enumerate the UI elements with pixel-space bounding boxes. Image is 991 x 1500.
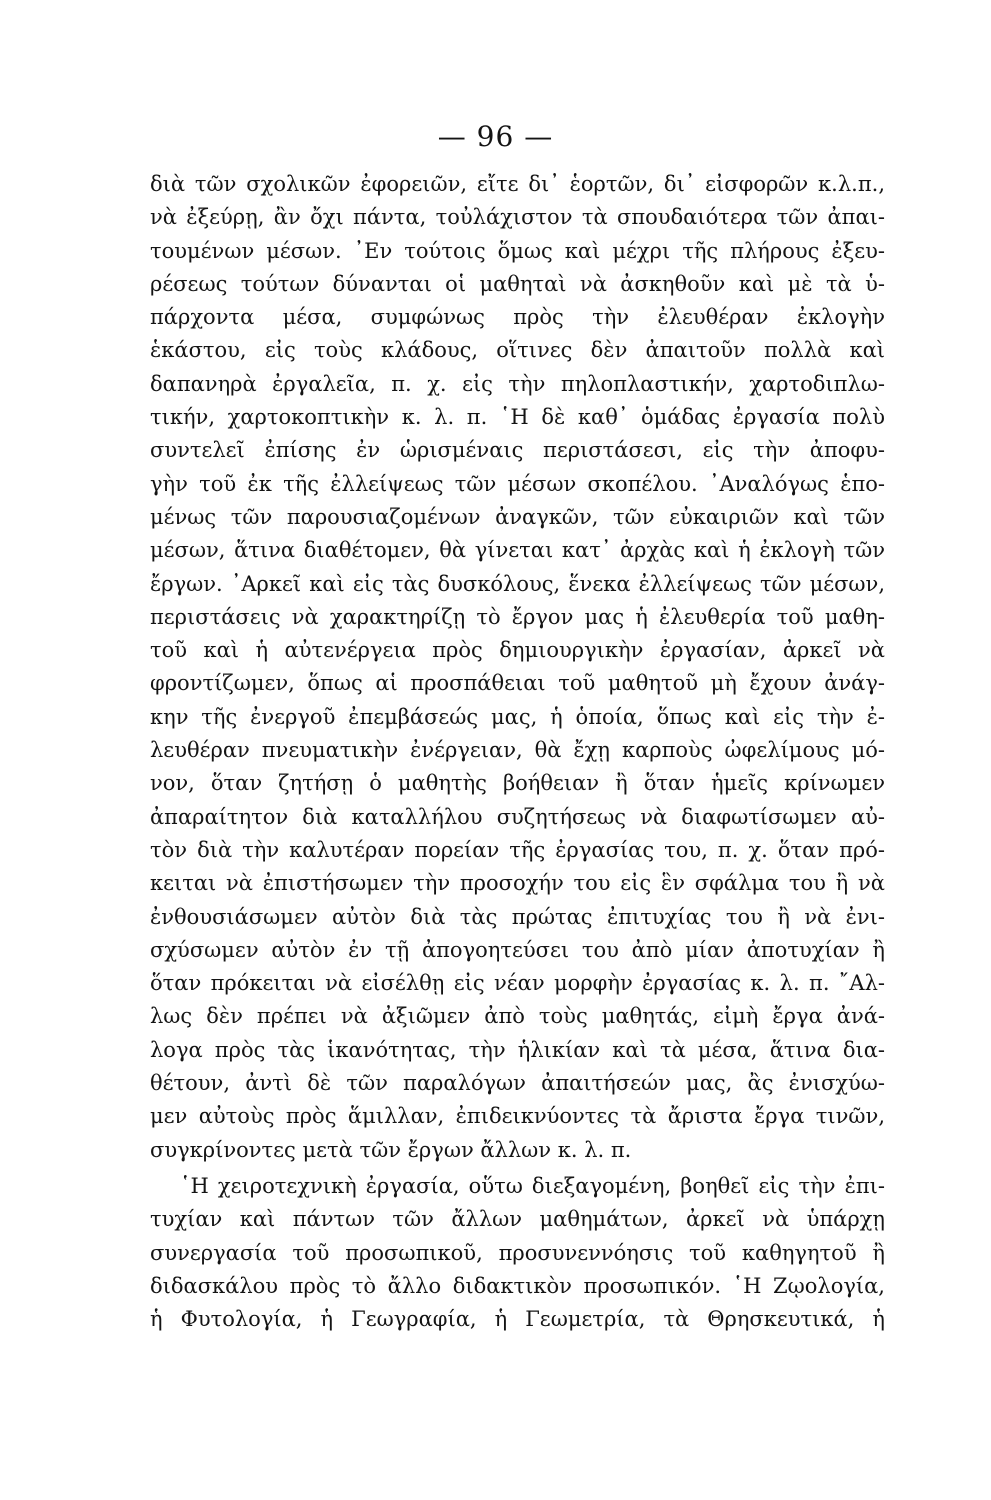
body-text (150, 168, 885, 1336)
text-line: δαπανηρὰ ἐργαλεῖα, π. χ. εἰς τὴν πηλοπλαστικήν, χαρτοδιπλω- (150, 371, 885, 396)
text-line: ἐνθουσιάσωμεν αὐτὸν διὰ τὰς πρώτας ἐπιτυχίας του ἢ νὰ ἐνι- (150, 904, 885, 929)
text-line: τυχίαν καὶ πάντων τῶν ἄλλων μαθημάτων, ἀρκεῖ νὰ ὑπάρχῃ (150, 1207, 885, 1232)
text-line: νον, ὅταν ζητήσῃ ὁ μαθητὴς βοήθειαν ἢ ὅταν ἡμεῖς κρίνωμεν (150, 771, 885, 796)
paragraph (150, 168, 885, 1167)
text-line: νὰ ἐξεύρῃ, ἂν ὄχι πάντα, τοὐλάχιστον τὰ σπουδαιότερα τῶν ἀπαι- (150, 205, 885, 230)
text-line: συγκρίνοντες μετὰ τῶν ἔργων ἄλλων κ. λ. π. (150, 1137, 632, 1162)
paragraph (150, 1170, 885, 1336)
text-line: κειται νὰ ἐπιστήσωμεν τὴν προσοχήν του εἰς ἓν σφάλμα του ἢ νὰ (150, 871, 885, 896)
text-line: ἑκάστου, εἰς τοὺς κλάδους, οἵτινες δὲν ἀπαιτοῦν πολλὰ καὶ (150, 338, 885, 363)
text-line: τικήν, χαρτοκοπτικὴν κ. λ. π. ῾Η δὲ καθ᾿ ὁμάδας ἐργασία πολὺ (150, 405, 885, 430)
text-line: τοῦ καὶ ἡ αὐτενέργεια πρὸς δημιουργικὴν ἐργασίαν, ἀρκεῖ νὰ (150, 638, 885, 663)
page-number: — 96 — (437, 120, 554, 153)
text-line: λευθέραν πνευματικὴν ἐνέργειαν, θὰ ἔχῃ καρποὺς ὠφελίμους μό- (150, 738, 885, 763)
text-line: ἀπαραίτητον διὰ καταλλήλου συζητήσεως νὰ διαφωτίσωμεν αὐ- (150, 804, 885, 829)
text-line: θέτουν, ἀντὶ δὲ τῶν παραλόγων ἀπαιτήσεών μας, ἂς ἐνισχύω- (150, 1071, 885, 1096)
text-line: ὅταν πρόκειται νὰ εἰσέλθῃ εἰς νέαν μορφὴν ἐργασίας κ. λ. π. ῎Αλ- (150, 971, 885, 996)
text-line: κην τῆς ἐνεργοῦ ἐπεμβάσεώς μας, ἡ ὁποία, ὅπως καὶ εἰς τὴν ἐ- (150, 704, 885, 729)
text-line: διδασκάλου πρὸς τὸ ἄλλο διδακτικὸν προσωπικόν. ῾Η Ζῳολογία, (150, 1273, 885, 1298)
text-line: φροντίζωμεν, ὅπως αἱ προσπάθειαι τοῦ μαθητοῦ μὴ ἔχουν ἀνάγ- (150, 671, 885, 696)
text-line: μένως τῶν παρουσιαζομένων ἀναγκῶν, τῶν εὐκαιριῶν καὶ τῶν (150, 504, 885, 529)
text-line: μεν αὐτοὺς πρὸς ἅμιλλαν, ἐπιδεικνύοντες τὰ ἄριστα ἔργα τινῶν, (150, 1104, 885, 1129)
text-line: πάρχοντα μέσα, συμφώνως πρὸς τὴν ἐλευθέραν ἐκλογὴν (150, 305, 885, 330)
text-line: ἔργων. ᾿Αρκεῖ καὶ εἰς τὰς δυσκόλους, ἕνεκα ἐλλείψεως τῶν μέσων, (150, 571, 885, 596)
text-line: σχύσωμεν αὐτὸν ἐν τῇ ἀπογοητεύσει του ἀπὸ μίαν ἀποτυχίαν ἢ (150, 937, 885, 962)
text-line: ῾Η χειροτεχνικὴ ἐργασία, οὕτω διεξαγομένη, βοηθεῖ εἰς τὴν ἐπι- (180, 1173, 885, 1198)
text-line: τὸν διὰ τὴν καλυτέραν πορείαν τῆς ἐργασίας του, π. χ. ὅταν πρό- (150, 837, 885, 862)
text-line: λως δὲν πρέπει νὰ ἀξιῶμεν ἀπὸ τοὺς μαθητάς, εἰμὴ ἔργα ἀνά- (150, 1004, 885, 1029)
text-line: μέσων, ἅτινα διαθέτομεν, θὰ γίνεται κατ᾿ ἀρχὰς καὶ ἡ ἐκλογὴ τῶν (150, 538, 885, 563)
text-line: ἡ Φυτολογία, ἡ Γεωγραφία, ἡ Γεωμετρία, τὰ Θρησκευτικά, ἡ (150, 1307, 885, 1332)
text-line: διὰ τῶν σχολικῶν ἐφορειῶν, εἴτε δι᾿ ἑορτῶν, δι᾿ εἰσφορῶν κ.λ.π., (150, 172, 885, 196)
text-line: συνεργασία τοῦ προσωπικοῦ, προσυνεννόησις τοῦ καθηγητοῦ ἢ (150, 1240, 885, 1265)
text-line: τουμένων μέσων. ᾿Εν τούτοις ὅμως καὶ μέχρι τῆς πλήρους ἐξευ- (150, 238, 885, 263)
text-line: ρέσεως τούτων δύνανται οἱ μαθηταὶ νὰ ἀσκηθοῦν καὶ μὲ τὰ ὑ- (150, 271, 885, 296)
text-line: γὴν τοῦ ἐκ τῆς ἐλλείψεως τῶν μέσων σκοπέλου. ᾿Αναλόγως ἑπο- (150, 471, 885, 496)
text-line: περιστάσεις νὰ χαρακτηρίζῃ τὸ ἔργον μας ἡ ἐλευθερία τοῦ μαθη- (150, 604, 885, 629)
text-line: λογα πρὸς τὰς ἱκανότητας, τὴν ἡλικίαν καὶ τὰ μέσα, ἅτινα δια- (150, 1037, 885, 1062)
text-line: συντελεῖ ἐπίσης ἐν ὡρισμέναις περιστάσεσι, εἰς τὴν ἀποφυ- (150, 438, 885, 463)
